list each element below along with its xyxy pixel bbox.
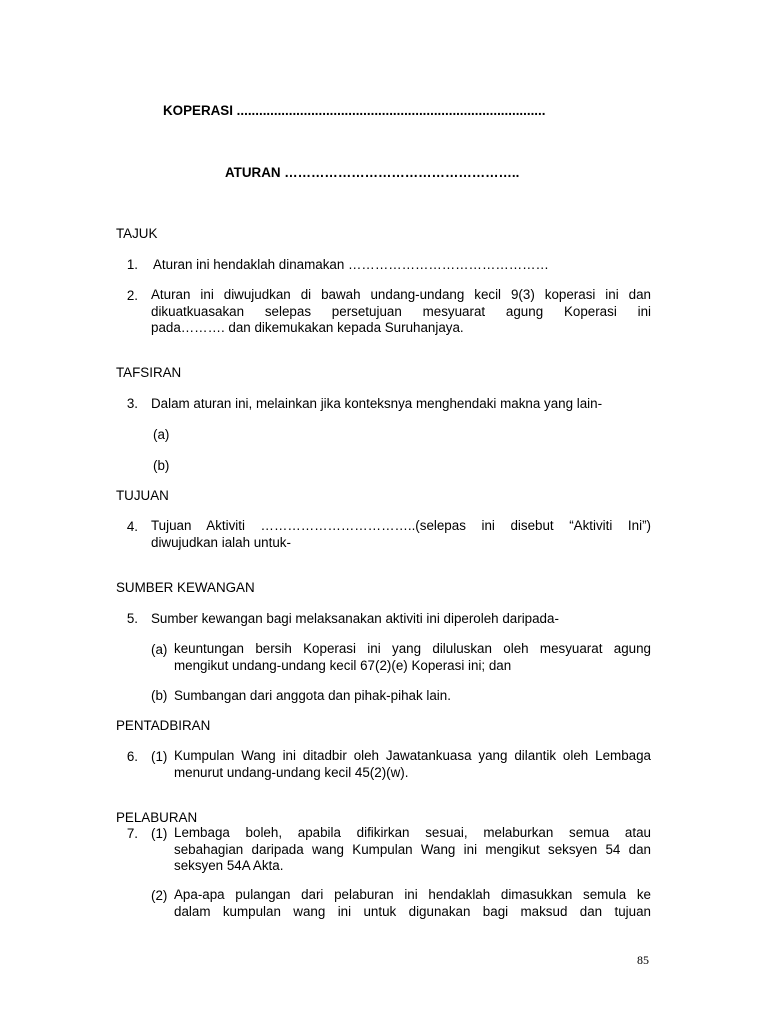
item-7-number: 7. (126, 826, 138, 841)
item-7-sub-2-label: (2) (151, 888, 168, 903)
item-6-paragraph (174, 748, 651, 781)
item-4-paragraph (151, 518, 651, 551)
item-2-line-1: Aturan ini diwujudkan di bawah undang-undang kecil 9(3) koperasi ini dan (151, 287, 651, 302)
item-7-sub-1-line-2: sebahagian daripada wang Kumpulan Wang ini mengikut seksyen 54 dan (174, 841, 651, 857)
item-5-text: Sumber kewangan bagi melaksanakan aktiviti ini diperoleh daripada- (151, 611, 559, 626)
item-3-sub-a: (a) (153, 427, 170, 442)
item-7-sub-1-line-1: Lembaga boleh, apabila difikirkan sesuai, melaburkan semua atau (174, 825, 651, 840)
koperasi-heading: KOPERASI ................................................................................... (163, 103, 546, 118)
section-pelaburan: PELABURAN (116, 810, 198, 825)
item-6-sub-label: (1) (151, 749, 168, 764)
item-5-sub-b-text: Sumbangan dari anggota dan pihak-pihak lain. (174, 688, 451, 703)
item-3-sub-b: (b) (153, 458, 170, 473)
item-1-text: Aturan ini hendaklah dinamakan ……………………………………… (153, 257, 549, 272)
item-6-number: 6. (126, 749, 138, 764)
item-7-sub-1-line-3: seksyen 54A Akta. (174, 858, 284, 874)
item-7-sub-2-line-2: dalam kumpulan wang ini untuk digunakan bagi maksud dan tujuan (174, 903, 651, 919)
item-5-sub-a-paragraph (174, 641, 651, 674)
item-4-line-2: diwujudkan ialah untuk- (151, 534, 291, 550)
item-3-text: Dalam aturan ini, melainkan jika konteksnya menghendaki makna yang lain- (151, 396, 603, 411)
section-sumber-kewangan: SUMBER KEWANGAN (116, 580, 255, 595)
item-4-number: 4. (126, 519, 138, 534)
item-5-number: 5. (126, 611, 138, 626)
section-tajuk: TAJUK (116, 226, 158, 241)
item-6-line-1: Kumpulan Wang ini ditadbir oleh Jawatankuasa yang dilantik oleh Lembaga (174, 748, 651, 763)
item-5-sub-a-line-1: keuntungan bersih Koperasi ini yang diluluskan oleh mesyuarat agung (174, 641, 651, 656)
item-5-sub-b-label: (b) (151, 688, 168, 703)
item-5-sub-a-label: (a) (151, 642, 168, 657)
item-4-line-1: Tujuan Aktiviti ……………………………..(selepas ini disebut “Aktiviti Ini”) (151, 518, 651, 533)
item-7-sub-2-paragraph (174, 887, 651, 920)
item-2-line-3: pada………. dan dikemukakan kepada Suruhanjaya. (151, 320, 464, 336)
item-7-sub-1-paragraph (174, 825, 651, 875)
section-tafsiran: TAFSIRAN (116, 365, 182, 380)
item-1-number: 1. (126, 257, 138, 272)
section-tujuan: TUJUAN (116, 488, 169, 503)
section-pentadbiran: PENTADBIRAN (116, 718, 211, 733)
item-7-sub-2-line-1: Apa-apa pulangan dari pelaburan ini hendaklah dimasukkan semula ke (174, 887, 651, 902)
aturan-heading: ATURAN …………………………………………….. (225, 165, 520, 180)
item-2-paragraph (151, 287, 651, 337)
item-6-line-2: menurut undang-undang kecil 45(2)(w). (174, 764, 409, 780)
item-7-sub-1-label: (1) (151, 826, 168, 841)
item-5-sub-a-line-2: mengikut undang-undang kecil 67(2)(e) Koperasi ini; dan (174, 657, 512, 673)
item-2-line-2: dikuatkuasakan selepas persetujuan mesyuarat agung Koperasi ini (151, 303, 651, 319)
item-2-number: 2. (126, 288, 138, 303)
item-3-number: 3. (126, 396, 138, 411)
page-number: 85 (637, 953, 649, 967)
